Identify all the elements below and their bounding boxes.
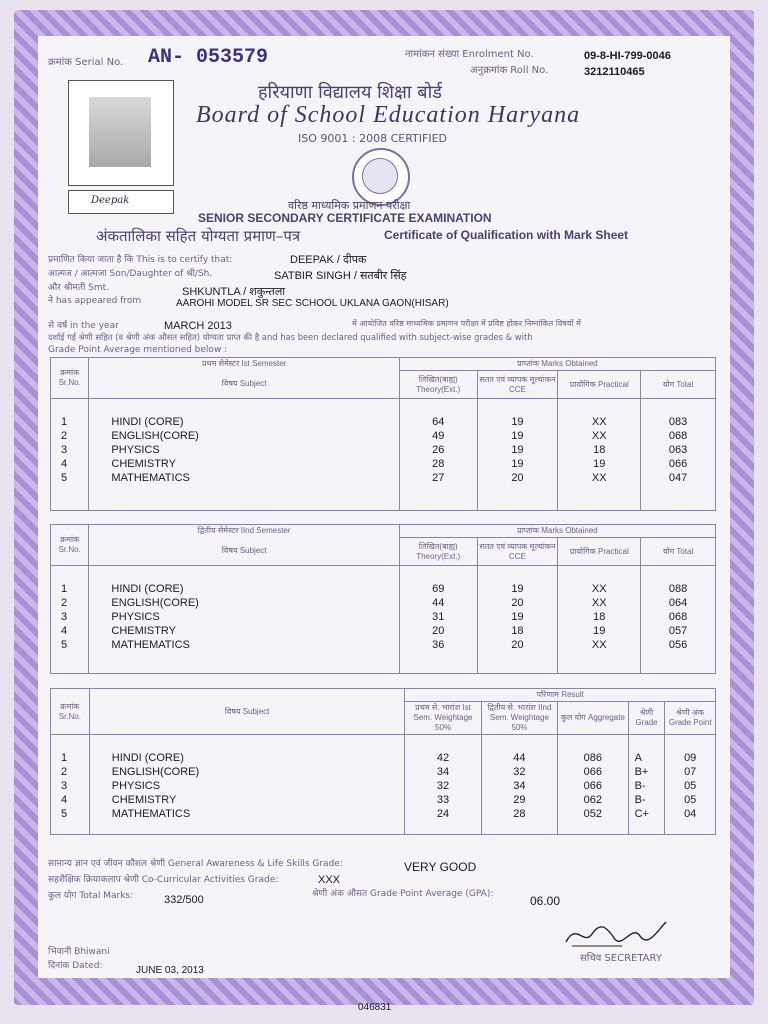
exam-name-english: SENIOR SECONDARY CERTIFICATE EXAMINATION	[198, 211, 492, 225]
subject-cell: HINDI (CORE)	[111, 583, 184, 595]
marks-obtained-header: प्राप्तांक Marks Obtained	[399, 525, 715, 538]
second-weightage-cell: 28	[513, 808, 526, 820]
cce-column	[477, 399, 558, 511]
theory-column	[399, 566, 477, 674]
sn-column	[51, 566, 89, 674]
place-label: भिवानी Bhiwani	[48, 947, 110, 957]
theory-header: लिखित(बाह्य) Theory(Ext.)	[399, 538, 477, 566]
sn-cell: 4	[61, 625, 68, 637]
gpa-value: 06.00	[530, 894, 561, 908]
theory-cell: 27	[432, 472, 445, 484]
student-name: DEEPAK / दीपक	[290, 254, 367, 266]
subject-cell: CHEMISTRY	[111, 794, 177, 806]
subject-cell: MATHEMATICS	[111, 639, 190, 651]
sn-cell: 5	[61, 639, 68, 651]
theory-cell: 69	[432, 583, 445, 595]
result-header: परिणाम Result	[405, 689, 716, 702]
theory-cell: 44	[432, 597, 445, 609]
certificate-title-hindi: अंकतालिका सहित योग्यता प्रमाण–पत्र	[96, 227, 301, 245]
sn-header: क्रमांक Sr.No.	[51, 525, 89, 566]
secretary-signature	[562, 916, 672, 952]
aggregate-cell: 052	[583, 808, 603, 820]
dated-label: दिनांक Dated:	[48, 961, 103, 971]
practical-cell: 18	[593, 444, 606, 456]
subject-cell: PHYSICS	[111, 780, 161, 792]
total-cell: 068	[668, 611, 688, 623]
total-cell: 068	[668, 430, 688, 442]
exam-name-hindi: वरिष्ठ माध्यमिक प्रमाणन परीक्षा	[288, 199, 411, 212]
mother-name: SHKUNTLA / शकुन्तला	[182, 286, 286, 298]
aggregate-header: कुल योग Aggregate	[558, 702, 628, 735]
total-cell: 063	[668, 444, 688, 456]
cce-column	[477, 566, 558, 674]
subject-cell: ENGLISH(CORE)	[111, 766, 200, 778]
student-signature-box	[68, 190, 174, 214]
awareness-grade: VERY GOOD	[404, 860, 477, 874]
theory-cell: 20	[432, 625, 445, 637]
practical-column	[558, 399, 641, 511]
cocurricular-label: सहशैक्षिक क्रियाकलाप श्रेणी Co-Curricular Activities Grade:	[48, 875, 279, 885]
practical-header: प्रायोगिक Practical	[558, 538, 641, 566]
theory-header: लिखित(बाह्य) Theory(Ext.)	[399, 371, 477, 399]
second-weightage-cell: 29	[513, 794, 526, 806]
subject-cell: CHEMISTRY	[111, 458, 177, 470]
grade-header: श्रेणी Grade	[628, 702, 665, 735]
second-weightage-cell: 34	[513, 780, 526, 792]
second-weightage-header: द्वितीय से. भारांश IInd Sem. Weightage 50%	[481, 702, 557, 735]
subject-cell: PHYSICS	[111, 444, 160, 456]
sn-cell: 5	[61, 808, 68, 820]
aggregate-cell: 066	[583, 780, 603, 792]
aggregate-cell: 062	[583, 794, 603, 806]
semester-title: प्रथम सेमेस्टर Ist Semester	[89, 358, 399, 371]
semester-2-table	[50, 524, 716, 674]
subject-column	[89, 566, 399, 674]
subject-cell: MATHEMATICS	[111, 472, 190, 484]
student-photo	[89, 97, 151, 167]
total-marks-label: कुल योग Total Marks:	[48, 891, 134, 901]
second-weightage-cell: 44	[513, 752, 526, 764]
total-cell: 047	[668, 472, 688, 484]
subject-header: विषय Subject	[89, 371, 399, 399]
sheet-number: 046831	[358, 1002, 392, 1013]
second-weightage-column	[481, 735, 557, 835]
cce-cell: 19	[511, 444, 524, 456]
grade-point-header: श्रेणी अंक Grade Point	[665, 702, 716, 735]
cce-cell: 20	[511, 597, 524, 609]
total-marks: 332/500	[164, 894, 204, 906]
theory-cell: 31	[432, 611, 445, 623]
serial-number: AN- 053579	[148, 46, 269, 69]
cce-header: सतत एवं व्यापक मूल्यांकन CCE	[477, 371, 558, 399]
practical-cell: 19	[593, 458, 606, 470]
roll-label: अनुक्रमांक Roll No.	[470, 65, 549, 76]
cocurricular-grade: XXX	[318, 874, 341, 886]
cce-cell: 20	[511, 639, 524, 651]
theory-column	[399, 399, 477, 511]
cce-cell: 19	[511, 430, 524, 442]
practical-cell: XX	[591, 472, 607, 484]
certificate-title-english: Certificate of Qualification with Mark Sheet	[384, 228, 629, 242]
roll-number: 3212110465	[584, 66, 645, 78]
theory-cell: 28	[432, 458, 445, 470]
appeared-label: ने has appeared from	[48, 296, 142, 306]
first-weightage-cell: 42	[436, 752, 450, 764]
practical-cell: XX	[591, 583, 607, 595]
first-weightage-header: प्रथम से. भारांश Ist Sem. Weightage 50%	[405, 702, 481, 735]
grade-cell: C+	[634, 808, 649, 820]
son-of-label: आत्मज / आत्मजा Son/Daughter of श्री/Sh.	[48, 269, 213, 279]
theory-cell: 49	[432, 430, 445, 442]
cce-cell: 18	[511, 625, 524, 637]
gpa-label: श्रेणी अंक औसत Grade Point Average (GPA):	[312, 889, 494, 899]
practical-cell: XX	[591, 430, 607, 442]
total-cell: 083	[668, 416, 688, 428]
sn-cell: 3	[61, 611, 68, 623]
sn-header: क्रमांक Sr.No.	[51, 358, 89, 399]
total-header: योग Total	[641, 538, 716, 566]
total-cell: 088	[668, 583, 688, 595]
sn-column	[51, 399, 89, 511]
theory-cell: 36	[432, 639, 445, 651]
practical-cell: 19	[593, 625, 606, 637]
aggregate-cell: 086	[583, 752, 603, 764]
total-cell: 056	[668, 639, 688, 651]
practical-cell: 18	[593, 611, 606, 623]
semester-title: द्वितीय सेमेस्टर IInd Semester	[89, 525, 399, 538]
cce-cell: 19	[511, 416, 524, 428]
sn-cell: 5	[61, 472, 68, 484]
grade-column	[628, 735, 665, 835]
student-signature: Deepak	[91, 195, 130, 206]
result-table	[50, 688, 716, 835]
subject-cell: MATHEMATICS	[111, 808, 191, 820]
grade-cell: A	[634, 752, 642, 764]
exam-year: MARCH 2013	[164, 320, 232, 332]
father-name: SATBIR SINGH / सतबीर सिंह	[274, 270, 407, 282]
cce-cell: 19	[511, 583, 524, 595]
photo-frame	[68, 80, 174, 186]
cce-cell: 20	[511, 472, 524, 484]
sn-cell: 3	[61, 780, 68, 792]
total-column	[641, 566, 716, 674]
total-cell: 066	[668, 458, 688, 470]
sn-cell: 4	[61, 794, 68, 806]
sn-cell: 1	[61, 416, 68, 428]
school-name: AAROHI MODEL SR SEC SCHOOL UKLANA GAON(HISAR)	[176, 298, 449, 309]
cce-header: सतत एवं व्यापक मूल्यांकन CCE	[477, 538, 558, 566]
sn-cell: 2	[61, 766, 68, 778]
first-weightage-column	[405, 735, 481, 835]
subject-column	[89, 399, 399, 511]
subject-column	[89, 735, 405, 835]
declaration-line: दर्शाई गई श्रेणी सहित (व श्रेणी अंक औसत सहित) योग्यता प्राप्त की है and has been declared qualified with subject-wise grades & with	[48, 332, 533, 342]
first-weightage-cell: 34	[436, 766, 450, 778]
awareness-label: सामान्य ज्ञान एवं जीवन कौशल श्रेणी General Awareness & Life Skills Grade:	[48, 859, 343, 869]
sn-cell: 4	[61, 458, 68, 470]
sn-cell: 1	[61, 583, 68, 595]
gpa-mention-line: Grade Point Average mentioned below :	[48, 345, 228, 355]
first-weightage-cell: 24	[436, 808, 450, 820]
secretary-title: सचिव SECRETARY	[580, 953, 662, 964]
enrolment-label: नामांकन संख्या Enrolment No.	[405, 49, 534, 60]
year-label: से वर्ष in the year	[48, 321, 119, 331]
marks-obtained-header: प्राप्तांक Marks Obtained	[399, 358, 715, 371]
aggregate-cell: 066	[583, 766, 603, 778]
practical-cell: XX	[591, 639, 607, 651]
subject-cell: PHYSICS	[111, 611, 160, 623]
theory-cell: 64	[432, 416, 445, 428]
sn-cell: 1	[61, 752, 68, 764]
first-weightage-cell: 32	[436, 780, 450, 792]
serial-label: क्रमांक Serial No.	[48, 57, 124, 68]
grade-cell: B-	[634, 794, 646, 806]
subject-header: विषय Subject	[89, 689, 405, 735]
subject-cell: ENGLISH(CORE)	[111, 430, 199, 442]
subject-cell: HINDI (CORE)	[111, 752, 184, 764]
practical-column	[558, 566, 641, 674]
practical-cell: XX	[591, 597, 607, 609]
theory-cell: 26	[432, 444, 445, 456]
year-text-hindi: में आयोजित वरिष्ठ माध्यमिक प्रमाणन परीक्षा में प्रविष्ट होकर निम्नांकित विषयों में	[352, 319, 581, 328]
total-column	[641, 399, 716, 511]
cce-cell: 19	[511, 611, 524, 623]
board-name-english: Board of School Education Haryana	[196, 102, 581, 128]
subject-cell: HINDI (CORE)	[111, 416, 184, 428]
grade-point-column	[665, 735, 716, 835]
total-cell: 064	[668, 597, 688, 609]
enrolment-number: 09-8-HI-799-0046	[584, 50, 671, 62]
mother-label: और श्रीमती Smt.	[48, 283, 110, 293]
grade-point-cell: 04	[684, 808, 697, 820]
board-name-hindi: हरियाणा विद्यालय शिक्षा बोर्ड	[258, 82, 442, 103]
sn-column	[51, 735, 90, 835]
grade-cell: B+	[634, 766, 649, 778]
subject-cell: CHEMISTRY	[111, 625, 177, 637]
total-header: योग Total	[641, 371, 716, 399]
total-cell: 057	[668, 625, 688, 637]
grade-cell: B-	[634, 780, 646, 792]
issue-date: JUNE 03, 2013	[136, 965, 204, 976]
iso-certified: ISO 9001 : 2008 CERTIFIED	[298, 132, 447, 145]
grade-point-cell: 05	[684, 780, 697, 792]
cce-cell: 19	[511, 458, 524, 470]
practical-cell: XX	[591, 416, 607, 428]
grade-point-cell: 07	[684, 766, 697, 778]
sn-cell: 2	[61, 597, 68, 609]
certify-label: प्रमाणित किया जाता है कि This is to certify that:	[48, 255, 233, 265]
grade-point-cell: 05	[684, 794, 697, 806]
sn-header: क्रमांक Sr.No.	[51, 689, 90, 735]
semester-1-table	[50, 357, 716, 511]
practical-header: प्रायोगिक Practical	[558, 371, 641, 399]
subject-header: विषय Subject	[89, 538, 399, 566]
sn-cell: 3	[61, 444, 68, 456]
second-weightage-cell: 32	[513, 766, 526, 778]
subject-cell: ENGLISH(CORE)	[111, 597, 199, 609]
grade-point-cell: 09	[684, 752, 697, 764]
sn-cell: 2	[61, 430, 68, 442]
aggregate-column	[558, 735, 628, 835]
first-weightage-cell: 33	[436, 794, 450, 806]
